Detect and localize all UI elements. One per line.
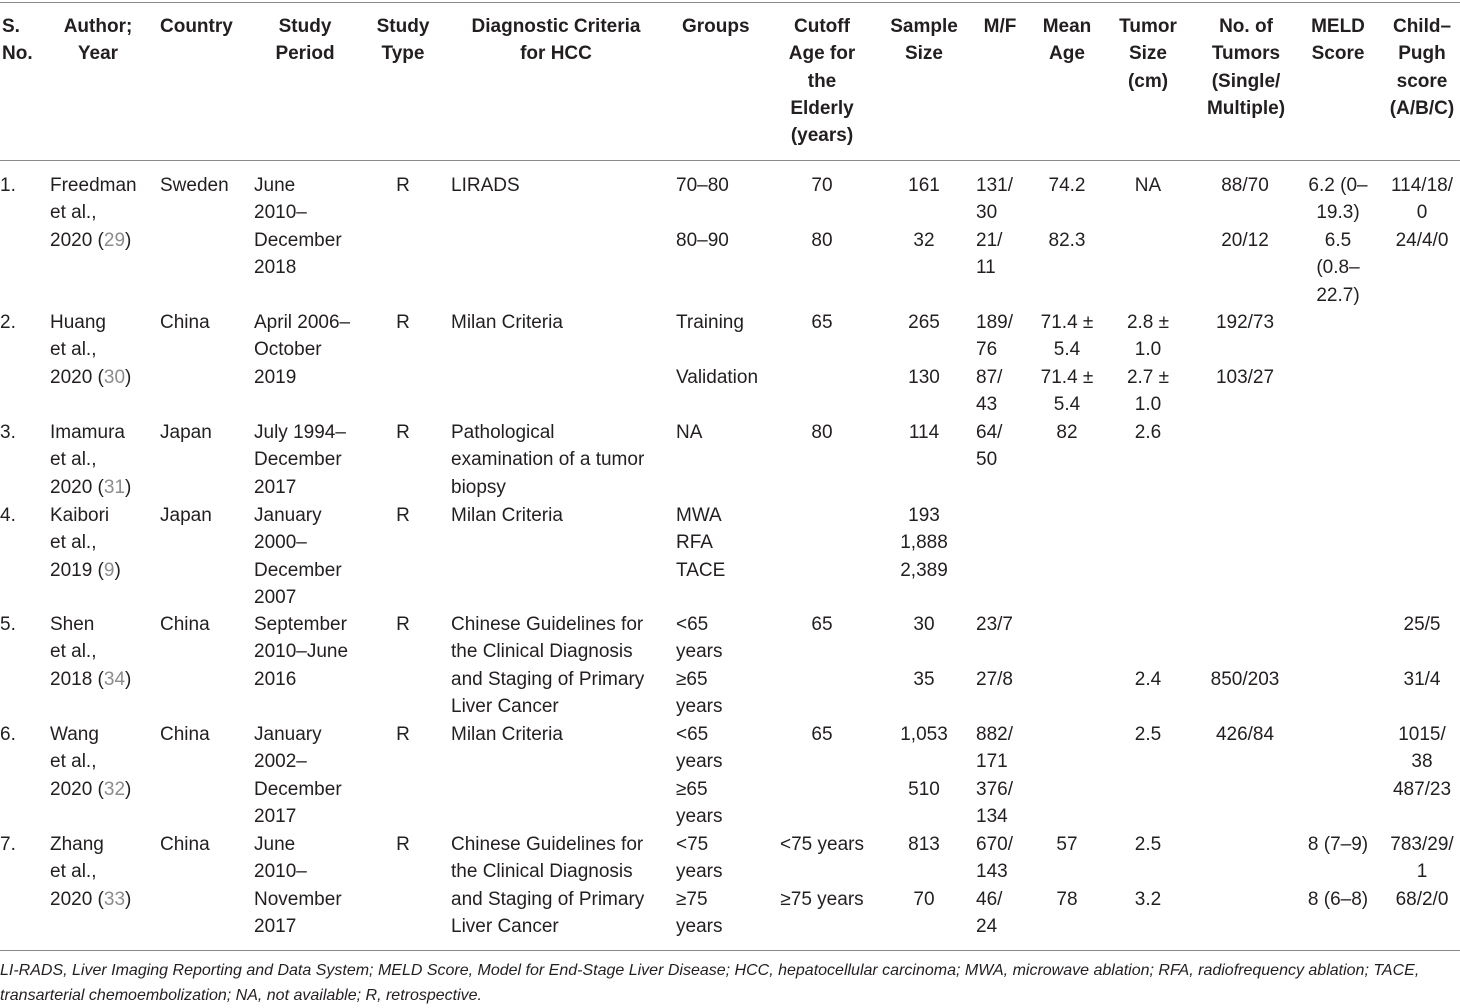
meld-score: 8 (7–9)	[1307, 834, 1369, 855]
male-female: 376/ 134	[976, 779, 1013, 828]
child-pugh-score: 114/18/ 0	[1391, 175, 1453, 224]
sample-size: 161	[908, 175, 940, 196]
mean-age: 82	[1056, 422, 1078, 443]
sample-size: 30	[913, 614, 935, 635]
header-mean-age: Mean Age	[1042, 16, 1092, 65]
diagnostic-criteria: LIRADS	[451, 175, 520, 196]
sample-size: 1,053	[900, 724, 948, 745]
mean-age: 71.4 ± 5.4	[1040, 367, 1094, 416]
group: ≥65 years	[676, 779, 723, 828]
reference-link[interactable]: 31	[103, 476, 126, 498]
cutoff-age: ≥75 years	[780, 889, 864, 910]
diagnostic-criteria: Milan Criteria	[451, 505, 563, 526]
male-female: 23/7	[976, 614, 1013, 635]
number-of-tumors: 426/84	[1215, 724, 1275, 745]
reference-link[interactable]: 9	[103, 559, 115, 581]
child-pugh-score: 31/4	[1403, 669, 1441, 690]
author-year	[50, 611, 150, 693]
reference-link[interactable]: 30	[103, 366, 126, 388]
row-number: 6.	[0, 724, 16, 745]
child-pugh-score: 783/29/ 1	[1390, 834, 1454, 883]
sample-size: 70	[913, 889, 935, 910]
table-footnote: LI-RADS, Liver Imaging Reporting and Data System; MELD Score, Model for End-Stage Liver Disease; HCC, hepatocellular carcinoma; MWA, microwave ablation; RFA, radiofrequency ablation; TACE, transarterial chemoembolization; NA, not available; R, retrospective.	[0, 962, 1420, 1004]
child-pugh-score: 24/4/0	[1395, 230, 1449, 251]
number-of-tumors: 20/12	[1221, 230, 1269, 251]
sample-size: 265	[908, 312, 940, 333]
group: <75 years	[676, 834, 723, 883]
cutoff-age: 80	[811, 230, 833, 251]
cutoff-age: 80	[811, 422, 833, 443]
table-top-rule	[0, 2, 1460, 3]
number-of-tumors: 103/27	[1215, 367, 1275, 388]
header-author-year: Author; Year	[63, 16, 133, 65]
group: <65 years	[676, 724, 723, 773]
male-female: 189/ 76	[976, 312, 1013, 361]
cutoff-age: 65	[811, 312, 833, 333]
header-study-period: Study Period	[275, 16, 335, 65]
reference-close-paren: )	[125, 476, 132, 498]
row-number: 7.	[0, 834, 16, 855]
sample-size: 193 1,888 2,389	[900, 505, 948, 581]
diagnostic-criteria: Chinese Guidelines for the Clinical Diagnosis and Staging of Primary Liver Cancer	[451, 834, 645, 938]
row-number: 5.	[0, 614, 16, 635]
mean-age: 71.4 ± 5.4	[1040, 312, 1094, 361]
author-year	[50, 502, 150, 584]
header-country: Country	[160, 16, 233, 37]
male-female: 882/ 171	[976, 724, 1013, 773]
country: China	[160, 312, 210, 333]
header-cutoff-age: Cutoff Age for the Elderly (years)	[788, 16, 856, 147]
reference-link[interactable]: 33	[103, 888, 126, 910]
country: China	[160, 614, 210, 635]
author-name: Wang et al., 2020 (	[50, 724, 104, 800]
study-period: January 2002– December 2017	[254, 724, 342, 828]
header-tumor-size: Tumor Size (cm)	[1119, 16, 1177, 92]
mean-age: 82.3	[1048, 230, 1086, 251]
study-type: R	[396, 422, 410, 443]
author-name: Shen et al., 2018 (	[50, 614, 104, 690]
reference-close-paren: )	[125, 366, 132, 388]
male-female: 27/8	[976, 669, 1013, 690]
sample-size: 32	[913, 230, 935, 251]
diagnostic-criteria: Milan Criteria	[451, 724, 563, 745]
author-year	[50, 419, 150, 501]
reference-link[interactable]: 34	[103, 668, 126, 690]
author-name: Imamura et al., 2020 (	[50, 422, 125, 498]
reference-close-paren: )	[125, 778, 132, 800]
study-type: R	[396, 505, 410, 526]
header-meld-score: MELD Score	[1311, 16, 1365, 65]
group: Validation	[676, 367, 759, 388]
study-type: R	[396, 312, 410, 333]
tumor-size: 2.6	[1134, 422, 1162, 443]
header-sample-size: Sample Size	[890, 16, 958, 65]
child-pugh-score: 487/23	[1392, 779, 1452, 800]
number-of-tumors: 88/70	[1221, 175, 1269, 196]
meld-score: 8 (6–8)	[1307, 889, 1369, 910]
header-child-pugh: Child– Pugh score (A/B/C)	[1389, 16, 1455, 119]
mean-age: 78	[1056, 889, 1078, 910]
group: Training	[676, 312, 744, 333]
sample-size: 510	[908, 779, 940, 800]
author-year	[50, 831, 150, 913]
sample-size: 813	[908, 834, 940, 855]
row-number: 1.	[0, 175, 16, 196]
tumor-size: 2.5	[1134, 724, 1162, 745]
reference-close-paren: )	[125, 888, 132, 910]
author-name: Zhang et al., 2020 (	[50, 834, 104, 910]
header-study-type: Study Type	[376, 16, 430, 65]
child-pugh-score: 1015/ 38	[1398, 724, 1446, 773]
header-sno: S. No.	[2, 16, 33, 65]
study-type: R	[396, 175, 410, 196]
author-year	[50, 721, 150, 803]
number-of-tumors: 192/73	[1215, 312, 1275, 333]
tumor-size: 2.7 ± 1.0	[1126, 367, 1170, 416]
group: 80–90	[676, 230, 729, 251]
group: ≥65 years	[676, 669, 723, 718]
country: China	[160, 724, 210, 745]
country: Japan	[160, 422, 212, 443]
author-name: Kaibori et al., 2019 (	[50, 505, 110, 581]
group: 70–80	[676, 175, 729, 196]
tumor-size: 2.5	[1134, 834, 1162, 855]
group: MWA RFA TACE	[676, 505, 726, 581]
study-type: R	[396, 724, 410, 745]
study-period: June 2010– November 2017	[254, 834, 342, 938]
study-period: September 2010–June 2016	[254, 614, 349, 690]
group: NA	[676, 422, 703, 443]
child-pugh-score: 25/5	[1403, 614, 1441, 635]
group: ≥75 years	[676, 889, 723, 938]
child-pugh-score: 68/2/0	[1395, 889, 1449, 910]
group: <65 years	[676, 614, 723, 663]
male-female: 64/ 50	[976, 422, 1003, 471]
row-number: 2.	[0, 312, 16, 333]
tumor-size: 3.2	[1134, 889, 1162, 910]
study-type: R	[396, 614, 410, 635]
header-diagnostic-criteria: Diagnostic Criteria for HCC	[471, 16, 641, 65]
author-name: Freedman et al., 2020 (	[50, 175, 137, 251]
country: Japan	[160, 505, 212, 526]
male-female: 131/ 30	[976, 175, 1013, 224]
diagnostic-criteria: Pathological examination of a tumor biopsy	[451, 422, 645, 498]
table-bottom-rule	[0, 950, 1460, 951]
author-year	[50, 309, 150, 391]
row-number: 3.	[0, 422, 16, 443]
cutoff-age: 70	[811, 175, 833, 196]
country: Sweden	[160, 175, 229, 196]
reference-link[interactable]: 32	[103, 778, 126, 800]
header-groups: Groups	[682, 16, 750, 37]
author-name: Huang et al., 2020 (	[50, 312, 106, 388]
cutoff-age: 65	[811, 724, 833, 745]
reference-link[interactable]: 29	[103, 229, 126, 251]
diagnostic-criteria: Milan Criteria	[451, 312, 563, 333]
reference-close-paren: )	[114, 559, 121, 581]
diagnostic-criteria: Chinese Guidelines for the Clinical Diagnosis and Staging of Primary Liver Cancer	[451, 614, 645, 718]
header-number-of-tumors: No. of Tumors (Single/ Multiple)	[1206, 16, 1286, 119]
number-of-tumors: 850/203	[1210, 669, 1280, 690]
study-type: R	[396, 834, 410, 855]
country: China	[160, 834, 210, 855]
study-period: January 2000– December 2007	[254, 505, 342, 609]
male-female: 21/ 11	[976, 230, 1003, 279]
tumor-size: NA	[1134, 175, 1162, 196]
study-period: June 2010– December 2018	[254, 175, 342, 279]
header-mf: M/F	[983, 16, 1017, 37]
author-year	[50, 172, 150, 254]
cutoff-age: 65	[811, 614, 833, 635]
meld-score: 6.5 (0.8– 22.7)	[1316, 230, 1360, 306]
reference-close-paren: )	[125, 668, 132, 690]
male-female: 670/ 143	[976, 834, 1013, 883]
male-female: 87/ 43	[976, 367, 1003, 416]
tumor-size: 2.4	[1134, 669, 1162, 690]
header-bottom-rule	[0, 160, 1460, 161]
cutoff-age: <75 years	[780, 834, 864, 855]
tumor-size: 2.8 ± 1.0	[1126, 312, 1170, 361]
meld-score: 6.2 (0– 19.3)	[1308, 175, 1368, 224]
row-number: 4.	[0, 505, 16, 526]
study-period: July 1994– December 2017	[254, 422, 346, 498]
male-female: 46/ 24	[976, 889, 1003, 938]
sample-size: 35	[913, 669, 935, 690]
sample-size: 130	[908, 367, 940, 388]
reference-close-paren: )	[125, 229, 132, 251]
study-period: April 2006– October 2019	[254, 312, 351, 388]
mean-age: 57	[1056, 834, 1078, 855]
sample-size: 114	[908, 422, 940, 443]
mean-age: 74.2	[1048, 175, 1086, 196]
